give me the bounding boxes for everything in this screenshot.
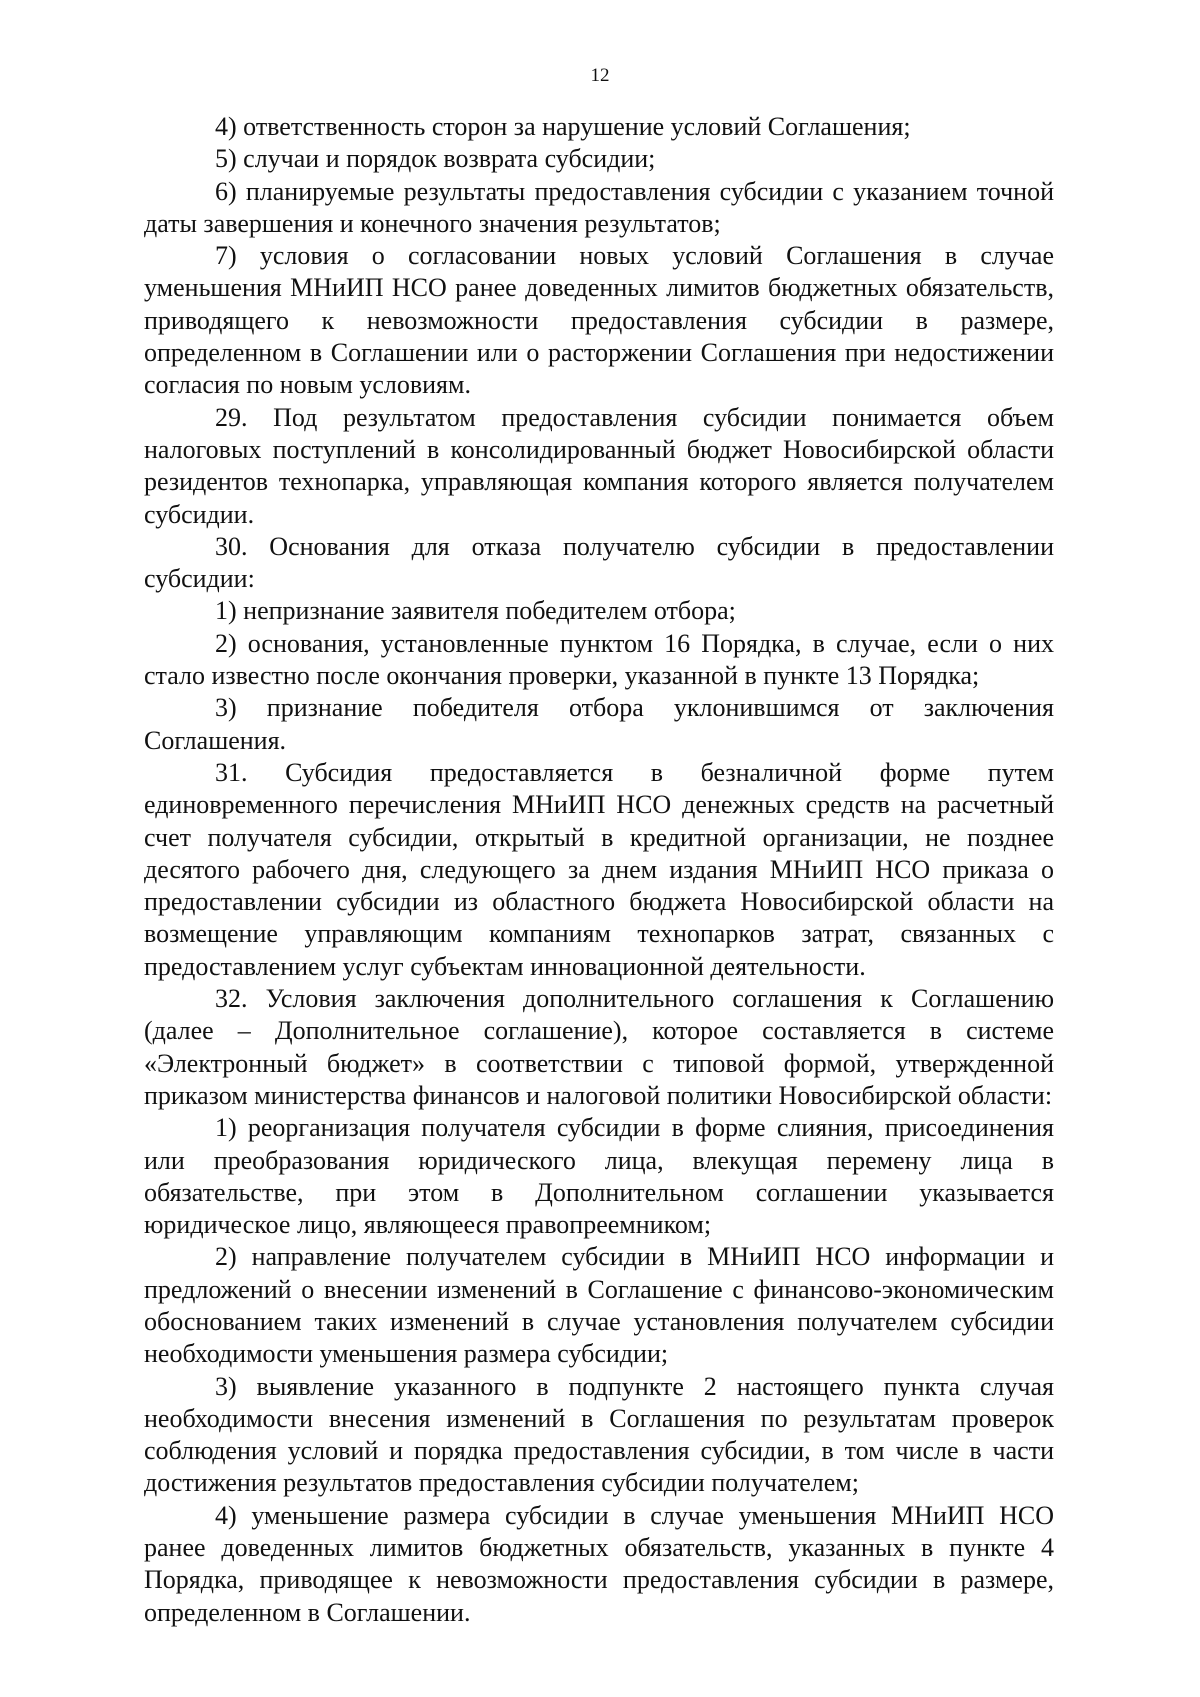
document-body bbox=[144, 111, 1054, 1629]
list-item-evasion: 3) признание победителя отбора уклонившимся от заключения Соглашения. bbox=[144, 693, 1054, 755]
clause-32: 32. Условия заключения дополнительного соглашения к Соглашению (далее – Дополнительное соглашение), которое составляется в системе «Электронный бюджет» в соответствии с типовой формой, утвержденной приказом министерства финансов и налоговой политики Новосибирской области: bbox=[144, 984, 1054, 1110]
list-item-change-proposals: 2) направление получателем субсидии в МНиИП НСО информации и предложений о внесении изменений в Соглашение с финансово-экономическим обоснованием таких изменений в случае установления получателем субсидии необходимости уменьшения размера субсидии; bbox=[144, 1242, 1054, 1369]
list-item-subsidy-reduction: 4) уменьшение размера субсидии в случае уменьшения МНиИП НСО ранее доведенных лимитов бюджетных обязательств, указанных в пункте 4 Порядка, приводящее к невозможности предоставления субсидии в размере, определенном в Соглашении. bbox=[144, 1500, 1054, 1627]
list-item-grounds-clause-16: 2) основания, установленные пунктом 16 Порядка, в случае, если о них стало известно после окончания проверки, указанной в пункте 13 Порядка; bbox=[144, 628, 1054, 691]
list-item-responsibility: 4) ответственность сторон за нарушение условий Соглашения; bbox=[215, 112, 911, 141]
list-item-audit-findings: 3) выявление указанного в подпункте 2 настоящего пункта случая необходимости внесения изменений в Соглашения по результатам проверок соблюдения условий и порядка предоставления субсидии, в том числе в части достижения результатов предоставления субсидии получателем; bbox=[144, 1371, 1054, 1498]
list-item-refund-cases: 5) случаи и порядок возврата субсидии; bbox=[215, 144, 656, 174]
page-number: 12 bbox=[590, 65, 610, 86]
list-item-not-winner: 1) непризнание заявителя победителем отбора; bbox=[215, 596, 736, 626]
clause-30: 30. Основания для отказа получателю субсидии в предоставлении субсидии: bbox=[144, 531, 1054, 594]
list-item-reorganization: 1) реорганизация получателя субсидии в форме слияния, присоединения или преобразования юридического лица, влекущая перемену лица в обязательстве, при этом в Дополнительном соглашении указывается юридическое лицо, являющееся правопреемником; bbox=[144, 1113, 1054, 1240]
clause-29: 29. Под результатом предоставления субсидии понимается объем налоговых поступлений в консолидированный бюджет Новосибирской области резидентов технопарка, управляющая компания которого является получателем субсидии. bbox=[144, 402, 1054, 529]
clause-31: 31. Субсидия предоставляется в безналичной форме путем единовременного перечисления МНиИП НСО денежных средств на расчетный счет получателя субсидии, открытый в кредитной организации, не позднее десятого рабочего дня, следующего за днем издания МНиИП НСО приказа о предоставлении субсидии из областного бюджета Новосибирской области на возмещение управляющим компаниям технопарков затрат, связанных с предоставлением услуг субъектам инновационной деятельности. bbox=[144, 757, 1054, 981]
list-item-new-conditions: 7) условия о согласовании новых условий Соглашения в случае уменьшения МНиИП НСО ранее доведенных лимитов бюджетных обязательств, приводящего к невозможности предоставления субсидии в размере, определенном в Соглашении или о расторжении Соглашения при недостижении согласия по новым условиям. bbox=[144, 241, 1054, 400]
list-item-planned-results: 6) планируемые результаты предоставления субсидии с указанием точной даты завершения и конечного значения результатов; bbox=[144, 176, 1054, 238]
